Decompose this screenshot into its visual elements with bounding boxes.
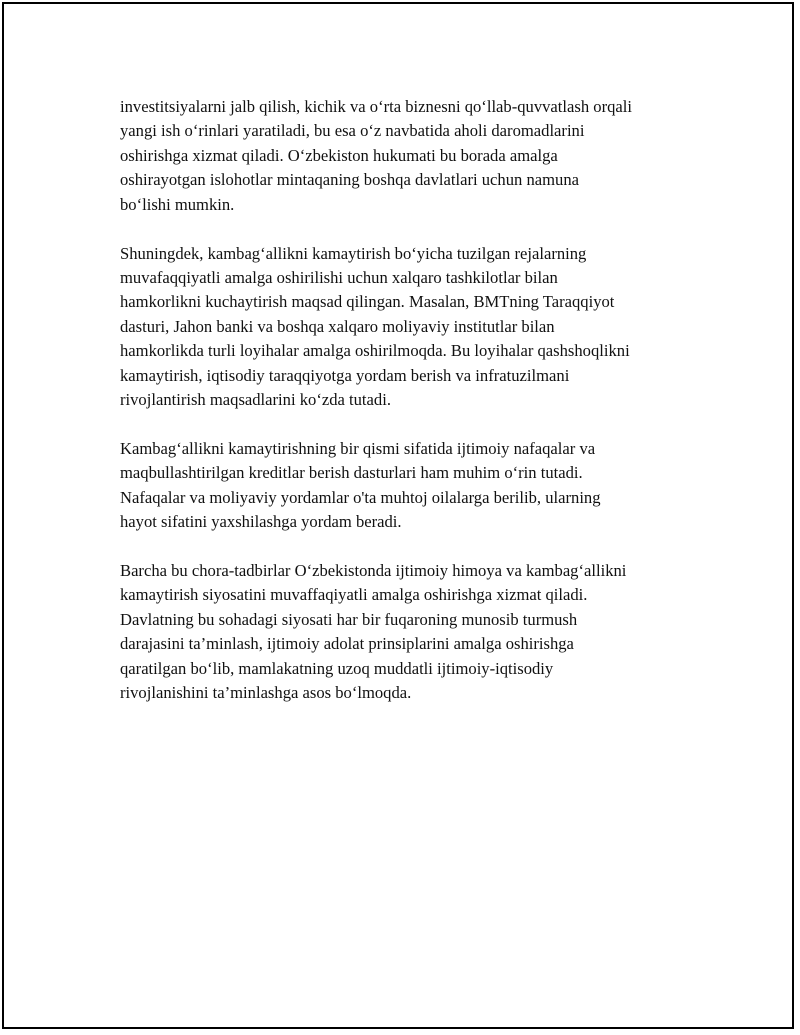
text-line: maqbullashtirilgan kreditlar berish dasturlari ham muhim o‘rin tutadi. — [120, 463, 583, 483]
text-line: oshirayotgan islohotlar mintaqaning boshqa davlatlari uchun namuna — [120, 170, 579, 190]
text-line: qaratilgan bo‘lib, mamlakatning uzoq muddatli ijtimoiy-iqtisodiy — [120, 658, 554, 678]
text-line: oshirishga xizmat qiladi. O‘zbekiston hukumati bu borada amalga — [120, 145, 558, 165]
text-line: Kambag‘allikni kamaytirishning bir qismi sifatida ijtimoiy nafaqalar va — [120, 438, 596, 458]
page-frame — [2, 2, 794, 1029]
text-line: darajasini ta’minlash, ijtimoiy adolat prinsiplarini amalga oshirishga — [120, 634, 574, 654]
text-line: bo‘lishi mumkin. — [120, 194, 235, 214]
text-line: hamkorlikda turli loyihalar amalga oshirilmoqda. Bu loyihalar qashshoqlikni — [120, 341, 630, 361]
text-line: muvafaqqiyatli amalga oshirilishi uchun xalqaro tashkilotlar bilan — [120, 267, 558, 287]
document-body — [120, 95, 710, 730]
text-line: kamaytirish, iqtisodiy taraqqiyotga yordam berish va infratuzilmani — [120, 365, 570, 385]
text-line: hayot sifatini yaxshilashga yordam beradi. — [120, 512, 402, 532]
text-line: investitsiyalarni jalb qilish, kichik va o‘rta biznesni qo‘llab-quvvatlash orqali — [120, 97, 632, 116]
text-line: rivojlanishini ta’minlashga asos bo‘lmoqda. — [120, 683, 412, 703]
paragraph-3 — [120, 437, 710, 535]
text-line: kamaytirish siyosatini muvaffaqiyatli amalga oshirishga xizmat qiladi. — [120, 585, 588, 605]
text-line: yangi ish o‘rinlari yaratiladi, bu esa o‘z navbatida aholi daromadlarini — [120, 121, 585, 141]
text-line: Barcha bu chora-tadbirlar O‘zbekistonda ijtimoiy himoya va kambag‘allikni — [120, 561, 627, 580]
paragraph-4 — [120, 559, 710, 705]
text-line: Shuningdek, kambag‘allikni kamaytirish bo‘yicha tuzilgan rejalarning — [120, 243, 587, 263]
text-line: hamkorlikni kuchaytirish maqsad qilingan. Masalan, BMTning Taraqqiyot — [120, 292, 615, 312]
text-line: Davlatning bu sohadagi siyosati har bir fuqaroning munosib turmush — [120, 609, 578, 629]
text-line: dasturi, Jahon banki va boshqa xalqaro moliyaviy institutlar bilan — [120, 316, 555, 336]
text-line: rivojlantirish maqsadlarini ko‘zda tutadi. — [120, 389, 391, 409]
paragraph-1 — [120, 95, 710, 217]
paragraph-2 — [120, 242, 710, 413]
text-line: Nafaqalar va moliyaviy yordamlar o'ta muhtoj oilalarga berilib, ularning — [120, 487, 601, 507]
